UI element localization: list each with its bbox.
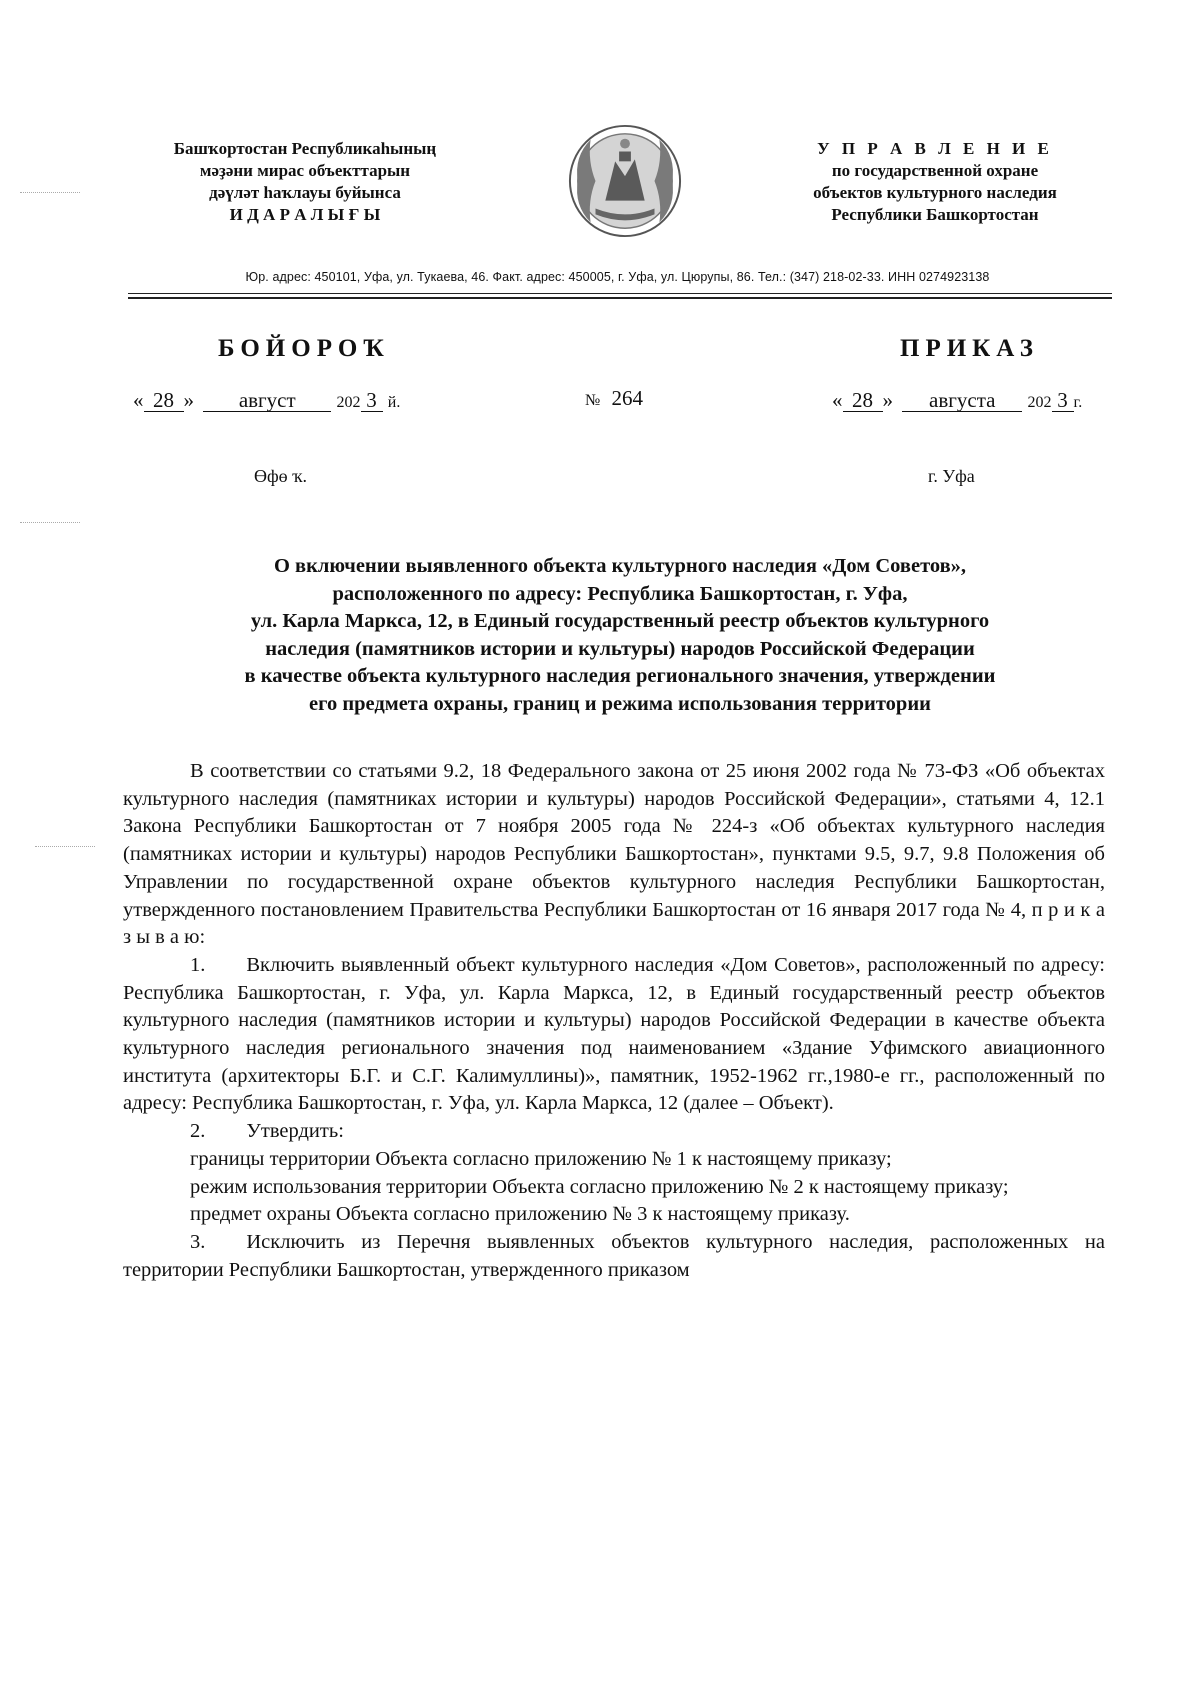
- item-2c-paragraph: предмет охраны Объекта согласно приложению № 3 к настоящему приказу.: [190, 1203, 850, 1226]
- subject-line: ул. Карла Маркса, 12, в Единый государственный реестр объектов культурного: [250, 610, 990, 632]
- header-left-line: дәүләт һаҡлауы буйынса: [209, 183, 401, 202]
- date-year-prefix: 202: [1027, 394, 1052, 411]
- header-divider: [128, 293, 1112, 294]
- date-month: август: [203, 389, 331, 412]
- header-right-line: Республики Башкортостан: [831, 205, 1039, 224]
- title-russian: ПРИКАЗ: [900, 335, 1039, 362]
- scan-margin-mark: [20, 522, 80, 523]
- header-left-block: [130, 138, 480, 226]
- scan-margin-mark: [20, 192, 80, 193]
- item-2a-paragraph: границы территории Объекта согласно приложению № 1 к настоящему приказу;: [190, 1147, 892, 1170]
- item-2b-paragraph: режим использования территории Объекта согласно приложению № 2 к настоящему приказу;: [190, 1175, 1009, 1198]
- item-3-paragraph: 3. Исключить из Перечня выявленных объектов культурного наследия, расположенных на территории Республики Башкортостан, утвержденного приказом: [123, 1230, 1105, 1281]
- date-month: августа: [902, 389, 1022, 412]
- number-value: 264: [611, 386, 644, 410]
- header-divider: [128, 297, 1112, 299]
- header-right-line: У П Р А В Л Е Н И Е: [817, 139, 1053, 158]
- header-right-line: по государственной охране: [831, 161, 1039, 180]
- order-number: [585, 386, 643, 411]
- header-left-line: мәҙәни мирас объекттарын: [199, 161, 411, 180]
- quote-close: »: [882, 388, 893, 412]
- number-label: №: [585, 392, 601, 409]
- quote-close: »: [183, 388, 194, 412]
- header-left-line: И Д А Р А Л Ы Ғ Ы: [229, 205, 381, 224]
- subject-line: в качестве объекта культурного наследия регионального значения, утверждении: [244, 665, 996, 687]
- header-left-line: Башҡортостан Республикаһының: [173, 139, 437, 158]
- date-bashkir: [133, 388, 400, 413]
- order-body: [123, 758, 1105, 1284]
- coat-of-arms-emblem: [566, 122, 684, 240]
- preamble-paragraph: В соответствии со статьями 9.2, 18 Федерального закона от 25 июня 2002 года № 73-ФЗ «Об объектах культурного наследия (памятниках истории и культуры) народов Российской Федерации», статьями 4, 12.1 Закона Республики Башкортостан от 7 ноября 2005 года № 224-з «Об объектах культурного наследия (памятниках истории и культуры) народов Республики Башкортостан», пунктами 9.5, 9.7, 9.8 Положения об Управлении по государственной охране объектов культурного наследия Республики Башкортостан, утвержденного постановлением Правительства Республики Башкортостан от 16 января 2017 года № 4, п р и к а з ы в а ю:: [123, 760, 1105, 949]
- order-subject: [140, 553, 1100, 718]
- subject-line: расположенного по адресу: Республика Башкортостан, г. Уфа,: [332, 582, 908, 605]
- item-1-paragraph: 1. Включить выявленный объект культурного наследия «Дом Советов», расположенный по адресу: Республика Башкортостан, г. Уфа, ул. Карла Маркса, 12, в Единый государственный реестр объектов культурного наследия (памятников истории и культуры) народов Российской Федерации в качестве объекта культурного наследия регионального значения под наименованием «Здание Уфимского авиационного института (архитекторы Б.Г. и С.Г. Калимуллины)», памятник, 1952-1962 гг.,1980-е гг., расположенный по адресу: Республика Башкортостан, г. Уфа, ул. Карла Маркса, 12 (далее – Объект).: [123, 953, 1105, 1115]
- date-year-digit: 3: [1052, 389, 1074, 412]
- header-right-block: [760, 138, 1110, 226]
- scan-margin-mark: [35, 846, 95, 847]
- letterhead-address: Юр. адрес: 450101, Уфа, ул. Тукаева, 46. Факт. адрес: 450005, г. Уфа, ул. Цюрупы, 86. Тел.: (347) 218-02-33. ИНН 0274923138: [245, 270, 990, 284]
- date-day: 28: [144, 389, 184, 412]
- date-day: 28: [843, 389, 883, 412]
- subject-line: его предмета охраны, границ и режима использования территории: [309, 692, 931, 715]
- date-year-digit: 3: [361, 389, 383, 412]
- city-russian: г. Уфа: [928, 466, 975, 486]
- city-bashkir: Өфө ҡ.: [254, 466, 307, 486]
- quote-open: «: [832, 388, 843, 412]
- date-year-prefix: 202: [336, 394, 361, 411]
- date-suffix: г.: [1073, 394, 1083, 411]
- date-russian: [832, 388, 1082, 413]
- subject-line: наследия (памятников истории и культуры) народов Российской Федерации: [265, 637, 975, 660]
- header-right-line: объектов культурного наследия: [813, 183, 1057, 202]
- date-suffix: й.: [387, 394, 401, 411]
- item-2-paragraph: 2. Утвердить:: [190, 1120, 344, 1143]
- subject-line: О включении выявленного объекта культурного наследия «Дом Советов»,: [273, 555, 967, 577]
- title-bashkir: БОЙОРОҠ: [218, 335, 390, 362]
- quote-open: «: [133, 388, 144, 412]
